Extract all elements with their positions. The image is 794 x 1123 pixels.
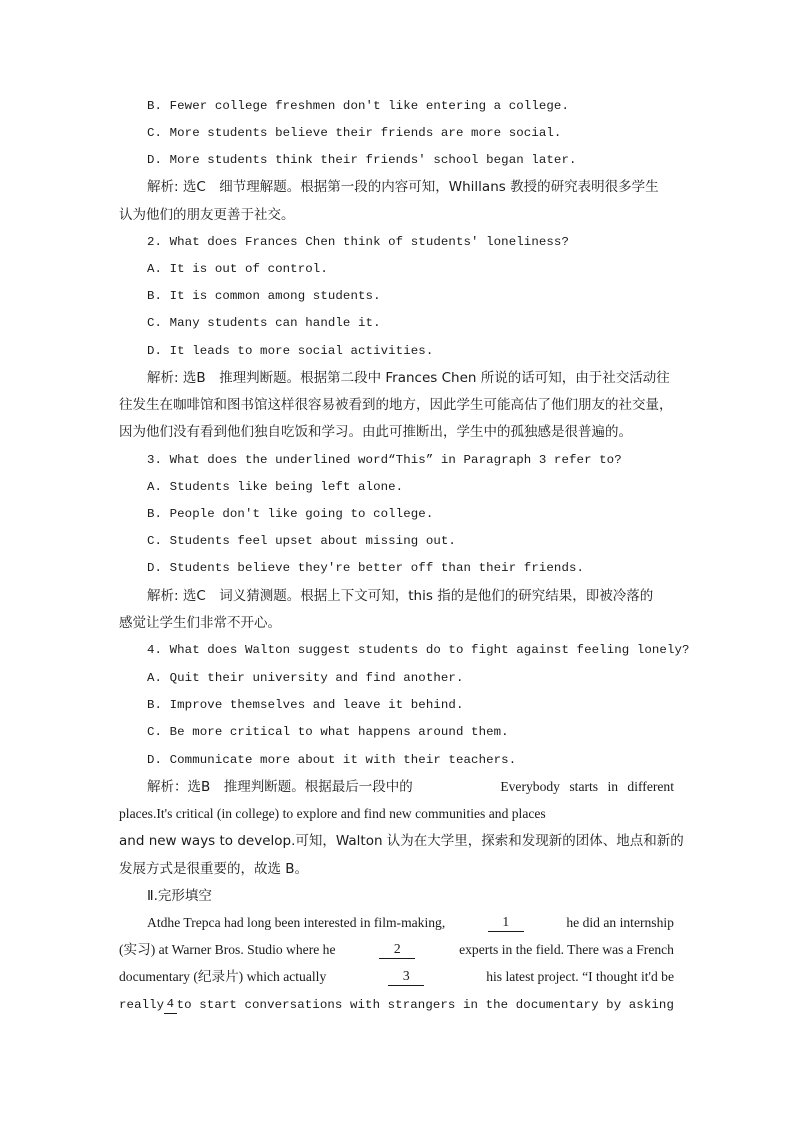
q2-option-b: B. It is common among students. xyxy=(147,289,381,303)
q4-option-b: B. Improve themselves and leave it behind. xyxy=(147,698,464,712)
q2-analysis-line1: 解析: 选B 推理判断题。根据第二段中 Frances Chen 所说的话可知，由于社交活动往 xyxy=(147,370,670,386)
cloze-blank-3[interactable]: 3 xyxy=(388,968,424,986)
cloze-blank-1[interactable]: 1 xyxy=(488,914,524,932)
cloze-line1-part2: he did an internship xyxy=(566,915,674,930)
cloze-line3 xyxy=(119,968,674,986)
q3-option-a: A. Students like being left alone. xyxy=(147,480,404,494)
q2-option-a: A. It is out of control. xyxy=(147,262,328,276)
q1-option-b: B. Fewer college freshmen don't like entering a college. xyxy=(147,99,569,113)
cloze-line2-part1: (实习) at Warner Bros. Studio where he xyxy=(119,942,336,957)
q3-option-b: B. People don't like going to college. xyxy=(147,507,434,521)
cloze-line2 xyxy=(119,941,674,959)
q4-option-c: C. Be more critical to what happens around them. xyxy=(147,725,509,739)
section-heading: Ⅱ.完形填空 xyxy=(147,888,212,904)
q4-option-a: A. Quit their university and find another. xyxy=(147,671,464,685)
cloze-line4-part2: to start conversations with strangers in the documentary by asking xyxy=(176,998,674,1012)
q4-option-d: D. Communicate more about it with their teachers. xyxy=(147,753,517,767)
cloze-blank-4[interactable]: 4 xyxy=(164,996,176,1014)
q4-question: 4. What does Walton suggest students do to fight against feeling lonely? xyxy=(147,643,690,657)
q3-option-d: D. Students believe they're better off than their friends. xyxy=(147,561,585,575)
q1-analysis-line1: 解析: 选C 细节理解题。根据第一段的内容可知，Whillans 教授的研究表明很多学生 xyxy=(147,179,659,195)
q2-analysis-line3: 因为他们没有看到他们独自吃饭和学习。由此可推断出，学生中的孤独感是很普遍的。 xyxy=(119,424,632,440)
q2-analysis-line2: 往发生在咖啡馆和图书馆这样很容易被看到的地方，因此学生可能高估了他们朋友的社交量， xyxy=(119,397,673,413)
q4-analysis-line4: 发展方式是很重要的，故选 B。 xyxy=(119,861,309,877)
q3-option-c: C. Students feel upset about missing out. xyxy=(147,534,456,548)
cloze-line1-part1: Atdhe Trepca had long been interested in film-making, xyxy=(147,915,446,930)
q2-question: 2. What does Frances Chen think of students' loneliness? xyxy=(147,235,569,249)
q4-analysis-line3: and new ways to develop.可知，Walton 认为在大学里，探索和发现新的团体、地点和新的 xyxy=(119,833,684,849)
q4-analysis-line1 xyxy=(147,778,674,796)
cloze-line1 xyxy=(147,914,674,932)
q3-analysis-line1: 解析: 选C 词义猜测题。根据上下文可知，this 指的是他们的研究结果，即被冷落的 xyxy=(147,588,654,604)
q2-option-c: C. Many students can handle it. xyxy=(147,316,381,330)
cloze-line2-part2: experts in the field. There was a French xyxy=(459,942,674,957)
q4-analysis-line1-en: Everybody starts in different xyxy=(500,779,674,794)
q3-question: 3. What does the underlined word“This” in Paragraph 3 refer to? xyxy=(147,453,622,467)
q1-option-c: C. More students believe their friends are more social. xyxy=(147,126,562,140)
cloze-line3-part1: documentary (纪录片) which actually xyxy=(119,969,327,984)
q1-option-d: D. More students think their friends' school began later. xyxy=(147,153,577,167)
cloze-blank-2[interactable]: 2 xyxy=(379,941,415,959)
cloze-line3-part2: his latest project. “I thought it'd be xyxy=(486,969,674,984)
cloze-line4 xyxy=(119,996,674,1014)
q2-option-d: D. It leads to more social activities. xyxy=(147,344,434,358)
q3-analysis-line2: 感觉让学生们非常不开心。 xyxy=(119,615,281,631)
cloze-line4-part1: really xyxy=(119,998,165,1012)
q4-analysis-line2: places.It's critical (in college) to explore and find new communities and places xyxy=(119,806,546,821)
q1-analysis-line2: 认为他们的朋友更善于社交。 xyxy=(119,207,295,223)
q4-analysis-line1-cn: 解析：选B 推理判断题。根据最后一段中的 xyxy=(147,779,413,795)
